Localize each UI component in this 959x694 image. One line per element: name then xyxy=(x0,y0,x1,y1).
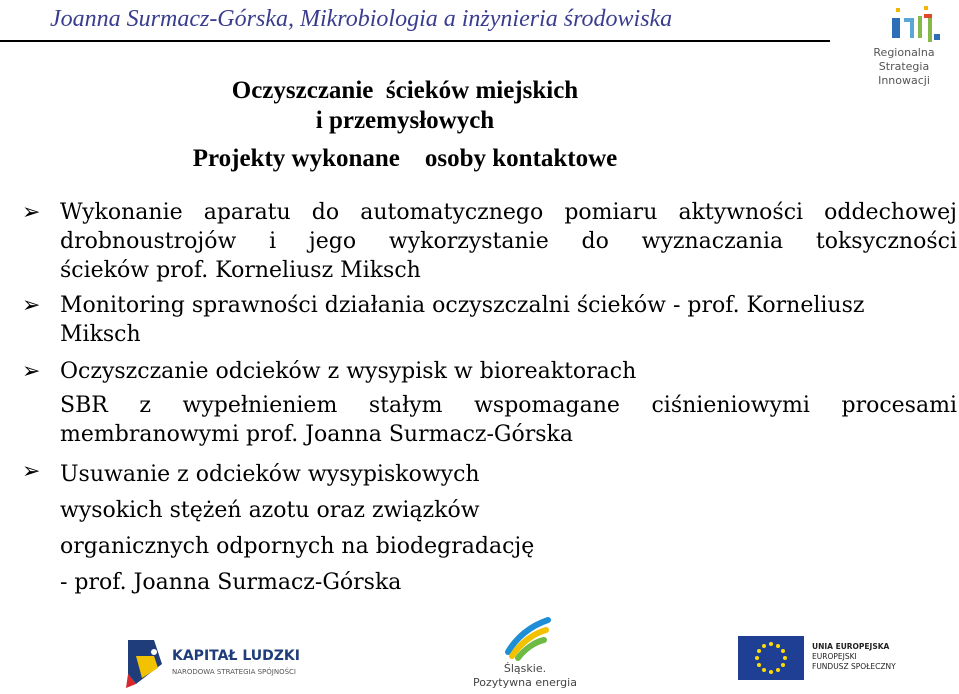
title-line-1: Oczyszczanie ścieków miejskich xyxy=(231,77,579,104)
item-line: Oczyszczanie odcieków z wysypisk w bioreaktorach xyxy=(60,359,637,384)
item-line: - prof. Joanna Surmacz-Górska xyxy=(60,570,402,595)
ris-line: Strategia xyxy=(878,60,930,73)
slaskie-icon xyxy=(470,612,580,662)
eu-line-3: FUNDUSZ SPOŁECZNY xyxy=(812,662,896,671)
slaskie-slogan: Pozytywna energia xyxy=(473,676,577,689)
item-line: Miksch xyxy=(60,322,141,347)
footer-logos xyxy=(0,612,959,694)
item-line: organicznych odpornych na biodegradację xyxy=(60,534,535,559)
eu-line-2: EUROPEJSKI xyxy=(812,652,857,661)
ris-logo xyxy=(852,4,956,94)
title-line-2: i przemysłowych xyxy=(315,107,495,134)
item-line: Usuwanie z odcieków wysypiskowych xyxy=(60,462,480,487)
eu-line-1: UNIA EUROPEJSKA xyxy=(812,642,890,651)
item-line: SBR z wypełnieniem stałym wspomagane ciśnieniowymi procesami xyxy=(60,393,957,418)
kapital-ludzki-logo xyxy=(124,634,300,690)
ris-logo-icon xyxy=(852,4,956,46)
eu-logo-text xyxy=(812,642,896,672)
arrow-bullet-icon: ➢ xyxy=(22,359,41,384)
kapital-ludzki-title: KAPITAŁ LUDZKI xyxy=(172,648,300,664)
slide-title xyxy=(100,76,710,174)
kapital-ludzki-subtitle: NARODOWA STRATEGIA SPÓJNOŚCI xyxy=(172,668,296,676)
list-item xyxy=(22,198,957,285)
item-line: membranowymi prof. Joanna Surmacz-Górska xyxy=(60,422,573,447)
item-line: wysokich stężeń azotu oraz związków xyxy=(60,498,480,523)
ris-line: Innowacji xyxy=(878,74,930,87)
item-line: Wykonanie aparatu do automatycznego pomiaru aktywności oddechowej xyxy=(60,200,957,225)
slide-header xyxy=(0,0,959,42)
slaskie-name: Śląskie. xyxy=(503,662,547,675)
ris-line: Regionalna xyxy=(873,46,935,59)
eu-logo xyxy=(738,636,918,686)
item-line: drobnoustrojów i jego wykorzystanie do wyznaczania toksyczności xyxy=(60,229,957,254)
header-title: Joanna Surmacz-Górska, Mikrobiologia a inżynieria środowiska xyxy=(50,6,673,32)
title-line-3: Projekty wykonane osoby kontaktowe xyxy=(192,145,618,172)
eu-flag-icon xyxy=(738,636,804,680)
arrow-bullet-icon: ➢ xyxy=(22,459,41,484)
list-item xyxy=(22,457,957,601)
list-item xyxy=(22,291,957,349)
item-line: ścieków prof. Korneliusz Miksch xyxy=(60,258,421,283)
arrow-bullet-icon: ➢ xyxy=(22,200,41,225)
arrow-bullet-icon: ➢ xyxy=(22,293,41,318)
list-item xyxy=(22,357,957,449)
header-divider xyxy=(0,40,830,42)
slaskie-logo xyxy=(470,612,580,694)
kapital-ludzki-icon xyxy=(124,634,168,690)
bullet-list xyxy=(22,198,957,601)
item-line: Monitoring sprawności działania oczyszczalni ścieków - prof. Korneliusz xyxy=(60,293,865,318)
ris-logo-text xyxy=(852,46,956,88)
